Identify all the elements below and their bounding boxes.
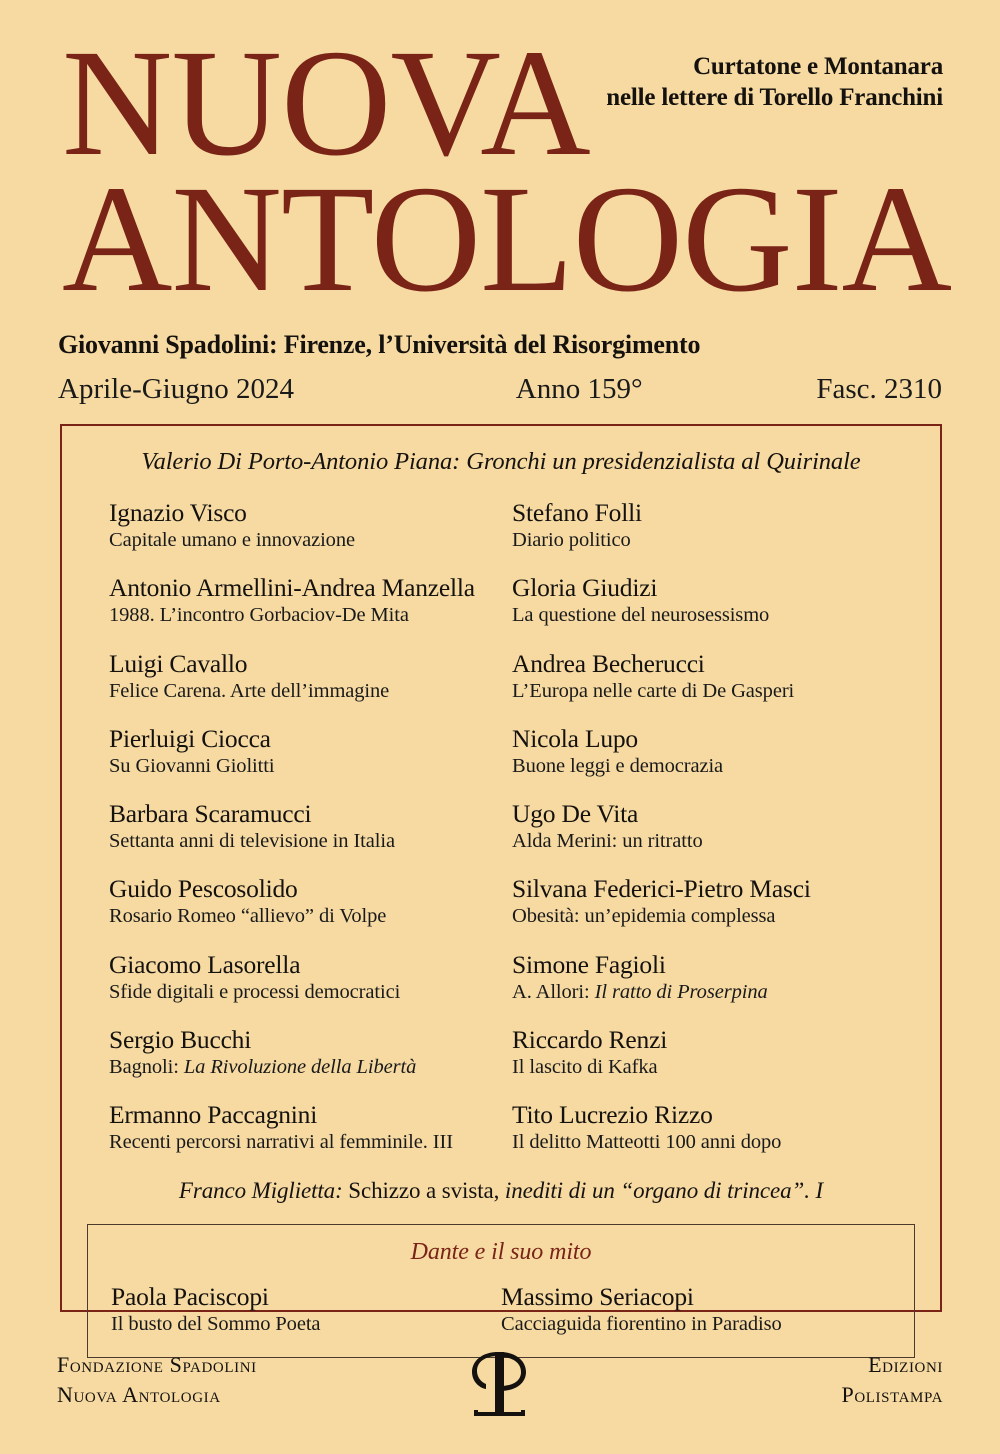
- dante-column-right: [501, 1282, 914, 1336]
- cover-subtitle: Giovanni Spadolini: Firenze, l’Università del Risorgimento: [58, 330, 701, 359]
- entry-title: La questione del neurosessismo: [512, 604, 770, 627]
- feature-banner-line-2: nelle lettere di Torello Franchini: [606, 83, 943, 111]
- entry-author: Riccardo Renzi: [512, 1024, 668, 1054]
- entry-author: Nicola Lupo: [512, 723, 638, 753]
- list-item: [512, 874, 930, 928]
- issue-year: Anno 159°: [515, 373, 643, 405]
- masthead: [62, 19, 952, 324]
- entry-title: Il lascito di Kafka: [512, 1055, 658, 1078]
- entry-title: Buone leggi e democrazia: [512, 754, 724, 777]
- entry-author: Sergio Bucchi: [109, 1024, 252, 1054]
- entry-author: Ignazio Visco: [109, 498, 247, 527]
- contents-box: [60, 424, 942, 1336]
- list-item: [109, 874, 493, 928]
- masthead-line-nuova: NUOVA: [62, 19, 590, 188]
- footer-publisher-editions: [842, 1350, 944, 1410]
- cover-footer: [0, 1340, 1000, 1454]
- entry-title: Obesità: un’epidemia complessa: [512, 905, 776, 928]
- list-item: [512, 1100, 930, 1154]
- list-item: [111, 1282, 501, 1336]
- footer-publisher-foundation: [57, 1350, 257, 1410]
- list-item: [512, 950, 930, 1004]
- entry-author: Guido Pescosolido: [109, 874, 298, 904]
- entry-author: Giacomo Lasorella: [109, 949, 301, 979]
- list-item: [109, 1100, 493, 1154]
- contents-columns: [62, 498, 940, 1154]
- list-item: [512, 724, 930, 778]
- issue-fascicle: Fasc. 2310: [816, 373, 942, 405]
- entry-title: L’Europa nelle carte di De Gasperi: [512, 679, 795, 702]
- footer-right-line-2: Polistampa: [841, 1381, 943, 1407]
- issue-period: Aprile-Giugno 2024: [58, 373, 294, 405]
- list-item: [109, 724, 493, 778]
- list-item: [512, 573, 930, 627]
- entry-author: Antonio Armellini-Andrea Manzella: [109, 573, 475, 603]
- entry-author: Silvana Federici-Pietro Masci: [512, 874, 811, 904]
- entry-author: Paola Paciscopi: [111, 1282, 269, 1312]
- entry-title: Su Giovanni Giolitti: [109, 754, 275, 777]
- list-item: [512, 1025, 930, 1079]
- footer-left-line-1: Fondazione Spadolini: [57, 1352, 257, 1377]
- entry-title: 1988. L’incontro Gorbaciov-De Mita: [109, 604, 409, 627]
- entry-title: Rosario Romeo “allievo” di Volpe: [109, 905, 387, 928]
- entry-title: Diario politico: [512, 529, 631, 552]
- list-item: [512, 799, 930, 853]
- miglietta-author: Franco Miglietta:: [178, 1178, 343, 1204]
- entry-author: Andrea Becherucci: [512, 648, 705, 678]
- entry-title: Il busto del Sommo Poeta: [111, 1313, 321, 1336]
- entry-author: Barbara Scaramucci: [109, 799, 312, 828]
- entry-title: Sfide digitali e processi democratici: [109, 980, 401, 1003]
- entry-title: Capitale umano e innovazione: [109, 529, 355, 552]
- entry-author: Gloria Giudizi: [512, 573, 658, 603]
- entry-title-italic: Il ratto di Proserpina: [594, 980, 768, 1003]
- entry-author: Ugo De Vita: [512, 799, 639, 828]
- entry-title: Bagnoli: La Rivoluzione della Libertà: [109, 1055, 417, 1078]
- dante-column-left: [88, 1282, 501, 1336]
- dante-section-title: Dante e il suo mito: [410, 1239, 592, 1266]
- entry-author: Massimo Seriacopi: [501, 1282, 694, 1312]
- entry-author: Tito Lucrezio Rizzo: [512, 1100, 713, 1129]
- entry-title: Felice Carena. Arte dell’immagine: [109, 679, 390, 702]
- list-item: [109, 573, 493, 627]
- footer-left-line-2: Nuova Antologia: [57, 1381, 221, 1407]
- miglietta-title-italic: inediti di un “organo di trincea”. I: [499, 1178, 824, 1204]
- contents-column-left: [62, 498, 501, 1154]
- miglietta-feature-line: [62, 1178, 940, 1204]
- entry-author: Simone Fagioli: [512, 949, 666, 979]
- footer-right-line-1: Edizioni: [868, 1352, 943, 1377]
- issue-info-row: [58, 373, 942, 406]
- entry-title: A. Allori: Il ratto di Proserpina: [512, 980, 768, 1003]
- entry-title: Cacciaguida fiorentino in Paradiso: [501, 1313, 782, 1336]
- entry-title-italic: La Rivoluzione della Libertà: [183, 1055, 417, 1078]
- feature-banner-line-1: Curtatone e Montanara: [693, 53, 943, 80]
- list-item: [501, 1282, 914, 1336]
- entry-title: Alda Merini: un ritratto: [512, 830, 703, 853]
- list-item: [512, 498, 930, 552]
- list-item: [109, 649, 493, 703]
- list-item: [109, 1025, 493, 1079]
- entry-title: Il delitto Matteotti 100 anni dopo: [512, 1131, 782, 1154]
- list-item: [109, 498, 493, 552]
- cover-header: [0, 0, 1000, 420]
- entry-title: Recenti percorsi narrativi al femminile. III: [109, 1131, 453, 1154]
- polistampa-monogram-logo: [452, 1336, 548, 1432]
- miglietta-title-roman: Schizzo a svista,: [342, 1178, 500, 1204]
- list-item: [109, 799, 493, 853]
- contents-feature-line: Valerio Di Porto-Antonio Piana: Gronchi un presidenzialista al Quirinale: [141, 448, 861, 475]
- entry-author: Stefano Folli: [512, 498, 642, 527]
- entry-author: Pierluigi Ciocca: [109, 723, 271, 753]
- list-item: [512, 649, 930, 703]
- dante-entries: [88, 1282, 914, 1336]
- list-item: [109, 950, 493, 1004]
- masthead-line-antologia: ANTOLOGIA: [62, 154, 952, 324]
- entry-author: Luigi Cavallo: [109, 648, 248, 678]
- entry-author: Ermanno Paccagnini: [109, 1100, 318, 1129]
- contents-column-right: [501, 498, 940, 1154]
- entry-title: Settanta anni di televisione in Italia: [109, 830, 395, 853]
